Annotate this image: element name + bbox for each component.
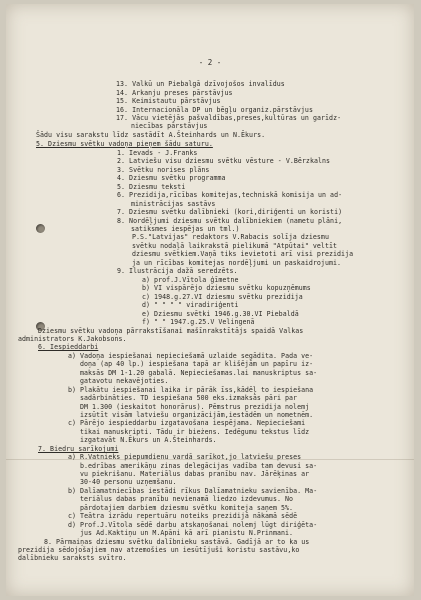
text-line: 7. Biedru sarīkojumi <box>38 445 119 453</box>
text-line: pārdotajiem darbiem dziesmu svētku komiteja saņem 5%. <box>80 504 294 512</box>
text-line: Dziesmu svētku vadoņa pārrakstīšanai mašīnrakstītājs spaidā Valkas <box>38 327 304 335</box>
text-line: b) Plakātu iespiešanai laika ir pārāk īss,kādēļ to iespiešana <box>68 386 314 394</box>
text-line: DM 1.300 (ieskaitot honorārus). Pēmstrus prezidija nolemj <box>80 403 310 411</box>
document-page <box>6 4 414 596</box>
text-line: c) Teātra izrādu repertuāru noteiks prezidijā nākamā sēdē <box>68 512 298 520</box>
text-line: 9. Ilustrācija dažā seredzēts. <box>117 267 238 275</box>
text-line: dalībnieku saraksts svītro. <box>18 554 127 562</box>
text-line: gatavotu nekavējoties. <box>80 377 169 385</box>
text-line: 5. Dziesmu svētku vadoņa pieņem šādu saturu. <box>36 140 213 148</box>
text-line: jus Ad.Kaktiņu un M.Apāni kā arī pianistu N.Prinmani. <box>80 529 294 537</box>
text-line: teriālus dabas pranību nevienamā liedzo izdevumus. No <box>80 495 294 503</box>
text-line: svētku nodaļā laikrakstā pielikumā "Atpūtai" veltīt <box>132 242 338 250</box>
text-line: 4. Dziesmu svētku programma <box>117 174 226 182</box>
text-line: tikai manuskripti. Tādu ir bieżens. Iedēgumu tekstus līdz <box>80 428 310 436</box>
text-line: f) " " 1947.g.25.V Velingenā <box>142 318 255 326</box>
text-line: P.S."Latvijas" redaktors V.Rabacis solīja dziesmu <box>132 233 329 241</box>
text-line: 15. Keimistautu pārstāvjus <box>116 97 221 105</box>
text-line: b) Dalīamatniecības iestādi rīkus Dalīamatnieku savienība. Ma- <box>68 487 318 495</box>
text-line: a) Vadoņa iespiešanai nepieciešamā uzlaide segādita. Pada ve- <box>68 352 314 360</box>
text-line: 30-40 personu uzņemšanu. <box>80 478 177 486</box>
text-line: 5. Dziesmu teksti <box>117 183 186 191</box>
text-line: 3. Svētku norises plāns <box>117 166 210 174</box>
text-line: 13. Valkū un Piebalgā dzīvojošos invalīdus <box>116 80 285 88</box>
text-line: 7. Dziesmu svētku dalībnieki (kori,diriģenti un koristi) <box>117 208 343 216</box>
text-line: 16. Internacionāla DP un bēgļu organiz.pārstāvjus <box>116 106 313 114</box>
text-line: a) R.Vatnieks piepumdienu vardā sarīkot,jo latviešu preses <box>68 453 302 461</box>
text-line: c) 1948.g.27.VI dziesmu svētku prezidija <box>142 293 303 301</box>
text-line: ministrācijas sastāvs <box>131 200 216 208</box>
text-line: 8. Pārmaiņas dziesmu svētku dalībnieku sastāvā. Gadījā ar to ka us <box>44 538 310 546</box>
text-line: d) Prof.J.Vītola sēdē darbu atskaņošanai nolemj lūgt diriģēta- <box>68 521 318 529</box>
text-line: ja un rīcības komitejas nordēļjumi un paskaidrojumi. <box>132 259 342 267</box>
text-line: 2. Latviešu visu dziesmu svētku vēsture - V.Bērzkalns <box>117 157 331 165</box>
text-line: izsūtīt visām latviešu organizācijām,iestādēm un nometnēm. <box>80 411 314 419</box>
text-line: dziesmu svētkiem.Vaņā tiks ievietoti arī visi prezidija <box>132 250 354 258</box>
text-line: e) Dziesmu svētki 1946.g.30.VI Piebaldā <box>142 310 299 318</box>
text-line: 6. Iespieddarbi <box>38 343 99 351</box>
text-line: sadārbināties. TD iespiešana 500 eks.izmaksās pāri par <box>80 394 298 402</box>
text-line: b) VI vispārējo dziesmu svētku kopuzņēmums <box>142 284 311 292</box>
text-line: a) prof.J.Vītola ģīmetne <box>142 276 239 284</box>
text-line: b.edrības amerikāņu zinas delegācijas vadība tam devusi sa- <box>80 462 318 470</box>
text-line: prezidija sēdojošajiem nav atzemošies un iesūtījuši koristu sastāvu,ko <box>18 546 300 554</box>
text-line: izgatavāt N.Ēkurs un A.Šteinhards. <box>80 436 217 444</box>
page-number: - 2 - <box>198 58 222 67</box>
text-line: maksās DM 1-1.20 gabalā. Nepieciešamas.lai manuskriptus sa- <box>80 369 318 377</box>
text-line: d) " " " " viradiriģenti <box>142 301 239 309</box>
punch-hole-top <box>36 224 45 233</box>
text-line: Šādu visu sarakstu līdz sastādīt A.Šteinhards un N.Ēkurs. <box>36 131 266 139</box>
text-line: administrators K.Jakobsons. <box>18 335 127 343</box>
text-line: satiksmes iespējas un tml.) <box>131 225 240 233</box>
text-line: doņa (ap 40 lp.) iespiešana tapā ar klišējām un papīru iz- <box>80 360 314 368</box>
text-line: c) Pārējo iespieddarbu izgatavošana iespējama. Nepieciešami <box>68 419 306 427</box>
text-line: vu piekrišanu. Materiālus dabas pranību nav. Jārēķinas ar <box>80 470 310 478</box>
text-line: 8. Nordēļjumi dziesmu svētku dalībniekiem (nametu plāni, <box>117 217 343 225</box>
text-line: 1. Ievads - J.Franks <box>117 149 198 157</box>
text-line: 17. Vācu vietējās pašvaldības,preses,kultūras un garīdz- <box>116 114 342 122</box>
text-line: niecības pārstāvjus <box>131 122 208 130</box>
text-line: 14. Arkanju preses pārstāvjus <box>116 89 233 97</box>
text-line: 6. Prezidija,rīcības komitejas,techniskā komisija un ad- <box>117 191 343 199</box>
